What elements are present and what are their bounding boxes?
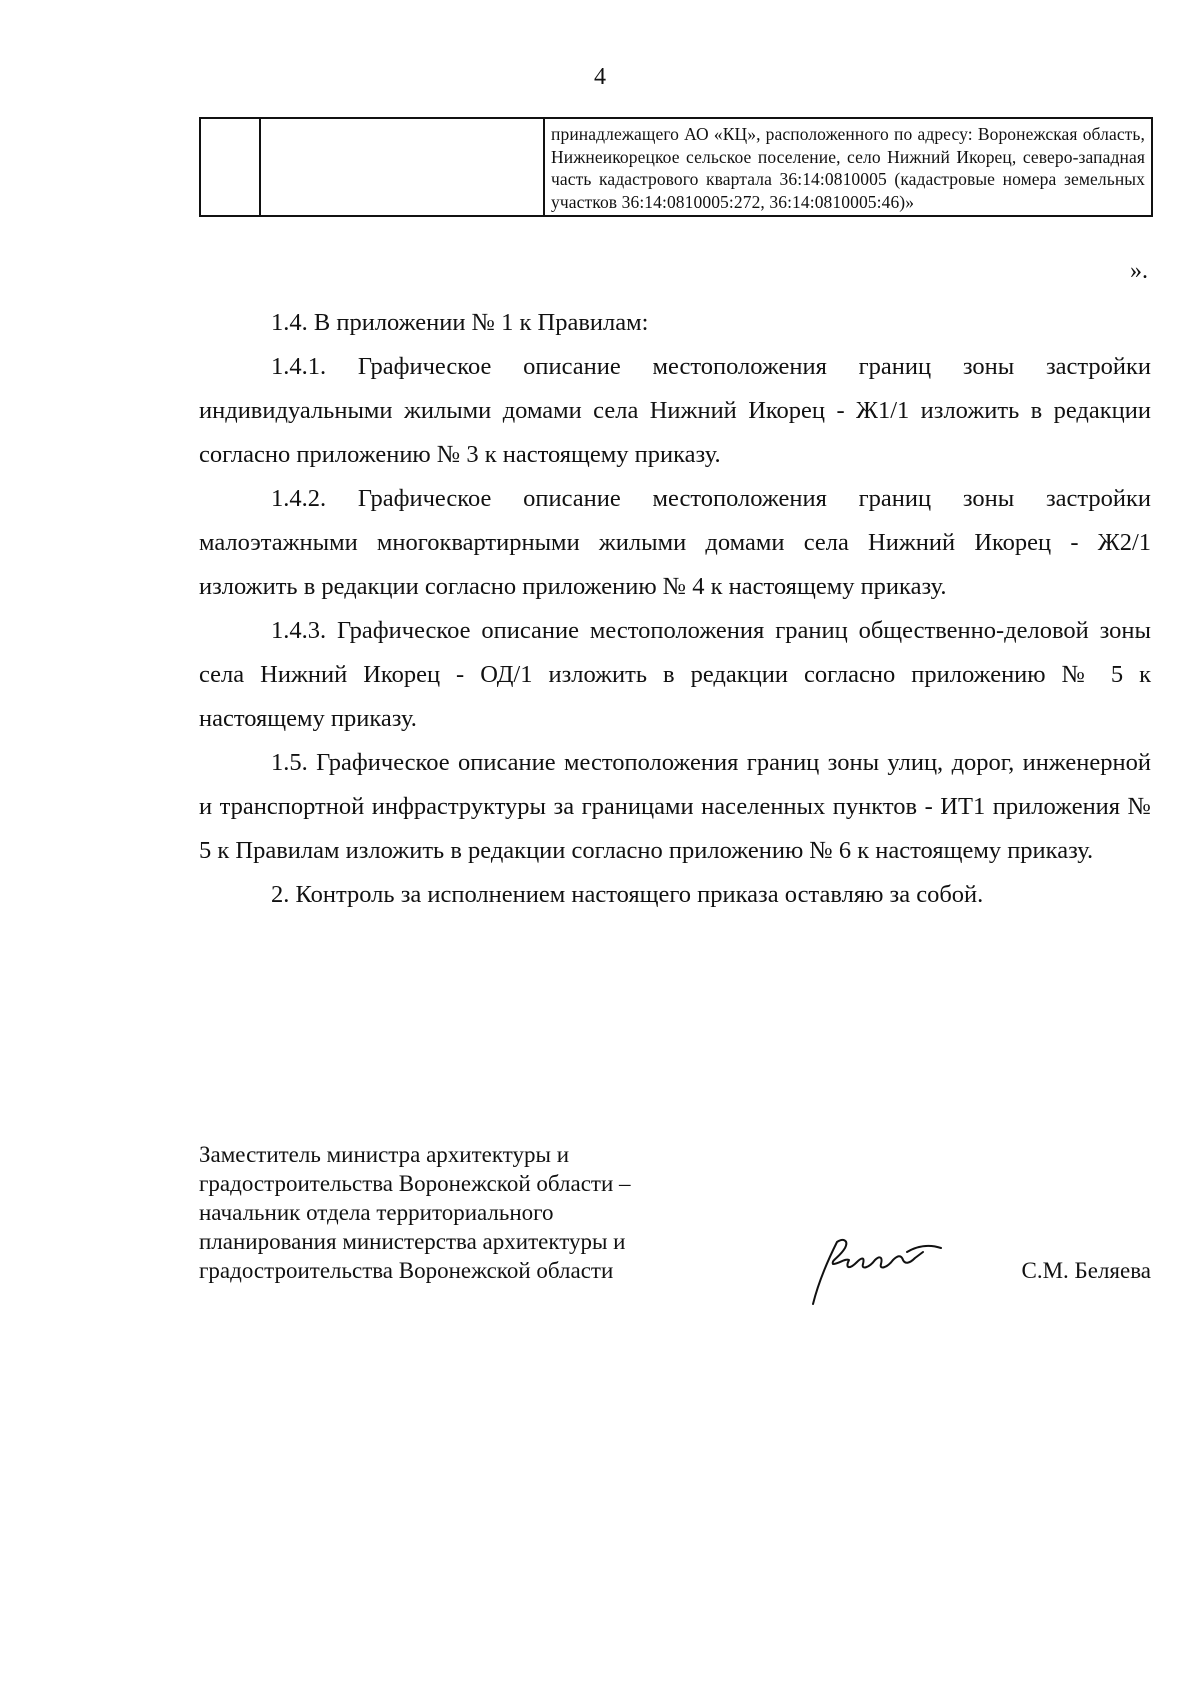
handwritten-signature — [799, 1230, 969, 1310]
signatory-name: С.М. Беляева — [1021, 1258, 1151, 1283]
paragraph-1-4-3: 1.4.3. Графическое описание местоположения границ общественно-деловой зоны села Нижний Икорец - ОД/1 изложить в редакции согласно приложению № 5 к настоящему приказу. — [199, 617, 1151, 732]
table-row — [200, 118, 1152, 216]
signatory-title-line: градостроительства Воронежской области – — [199, 1171, 631, 1196]
table-cell-number — [200, 118, 260, 216]
paragraph-1-5: 1.5. Графическое описание местоположения границ зоны улиц, дорог, инженерной и транспортной инфраструктуры за границами населенных пунктов - ИТ1 приложения № 5 к Правилам изложить в редакции согласно приложению № 6 к настоящему приказу. — [199, 749, 1151, 864]
table-cell-zone — [260, 118, 544, 216]
signatory-title-line: градостроительства Воронежской области — [199, 1258, 614, 1283]
table-cell-text: принадлежащего АО «КЦ», расположенного по адресу: Воронежская область, Нижнеикорецкое сельское поселение, село Нижний Икорец, северо-западная часть кадастрового квартала 36:14:0810005 (кадастровые номера земельных участков 36:14:0810005:272, 36:14:0810005:46)» — [551, 124, 1145, 212]
signatory-title-line: Заместитель министра архитектуры и — [199, 1142, 569, 1167]
paragraph-1-4-1: 1.4.1. Графическое описание местоположения границ зоны застройки индивидуальными жилыми домами села Нижний Икорец - Ж1/1 изложить в редакции согласно приложению № 3 к настоящему приказу. — [199, 353, 1151, 468]
signatory-title — [199, 1140, 759, 1285]
table-cell-description — [544, 118, 1152, 216]
signatory-title-line: планирования министерства архитектуры и — [199, 1229, 626, 1254]
body-text — [199, 301, 1151, 917]
signature-block — [199, 1140, 1151, 1320]
closing-quote: ». — [1130, 258, 1148, 284]
page-number: 4 — [594, 64, 606, 90]
paragraph-2: 2. Контроль за исполнением настоящего приказа оставляю за собой. — [271, 881, 984, 908]
paragraph-1-4: 1.4. В приложении № 1 к Правилам: — [271, 309, 649, 336]
paragraph-1-4-2: 1.4.2. Графическое описание местоположения границ зоны застройки малоэтажными многоквартирными жилыми домами села Нижний Икорец - Ж2/1 изложить в редакции согласно приложению № 4 к настоящему приказу. — [199, 485, 1151, 600]
signatory-title-line: начальник отдела территориального — [199, 1200, 554, 1225]
continuation-table — [199, 117, 1153, 217]
